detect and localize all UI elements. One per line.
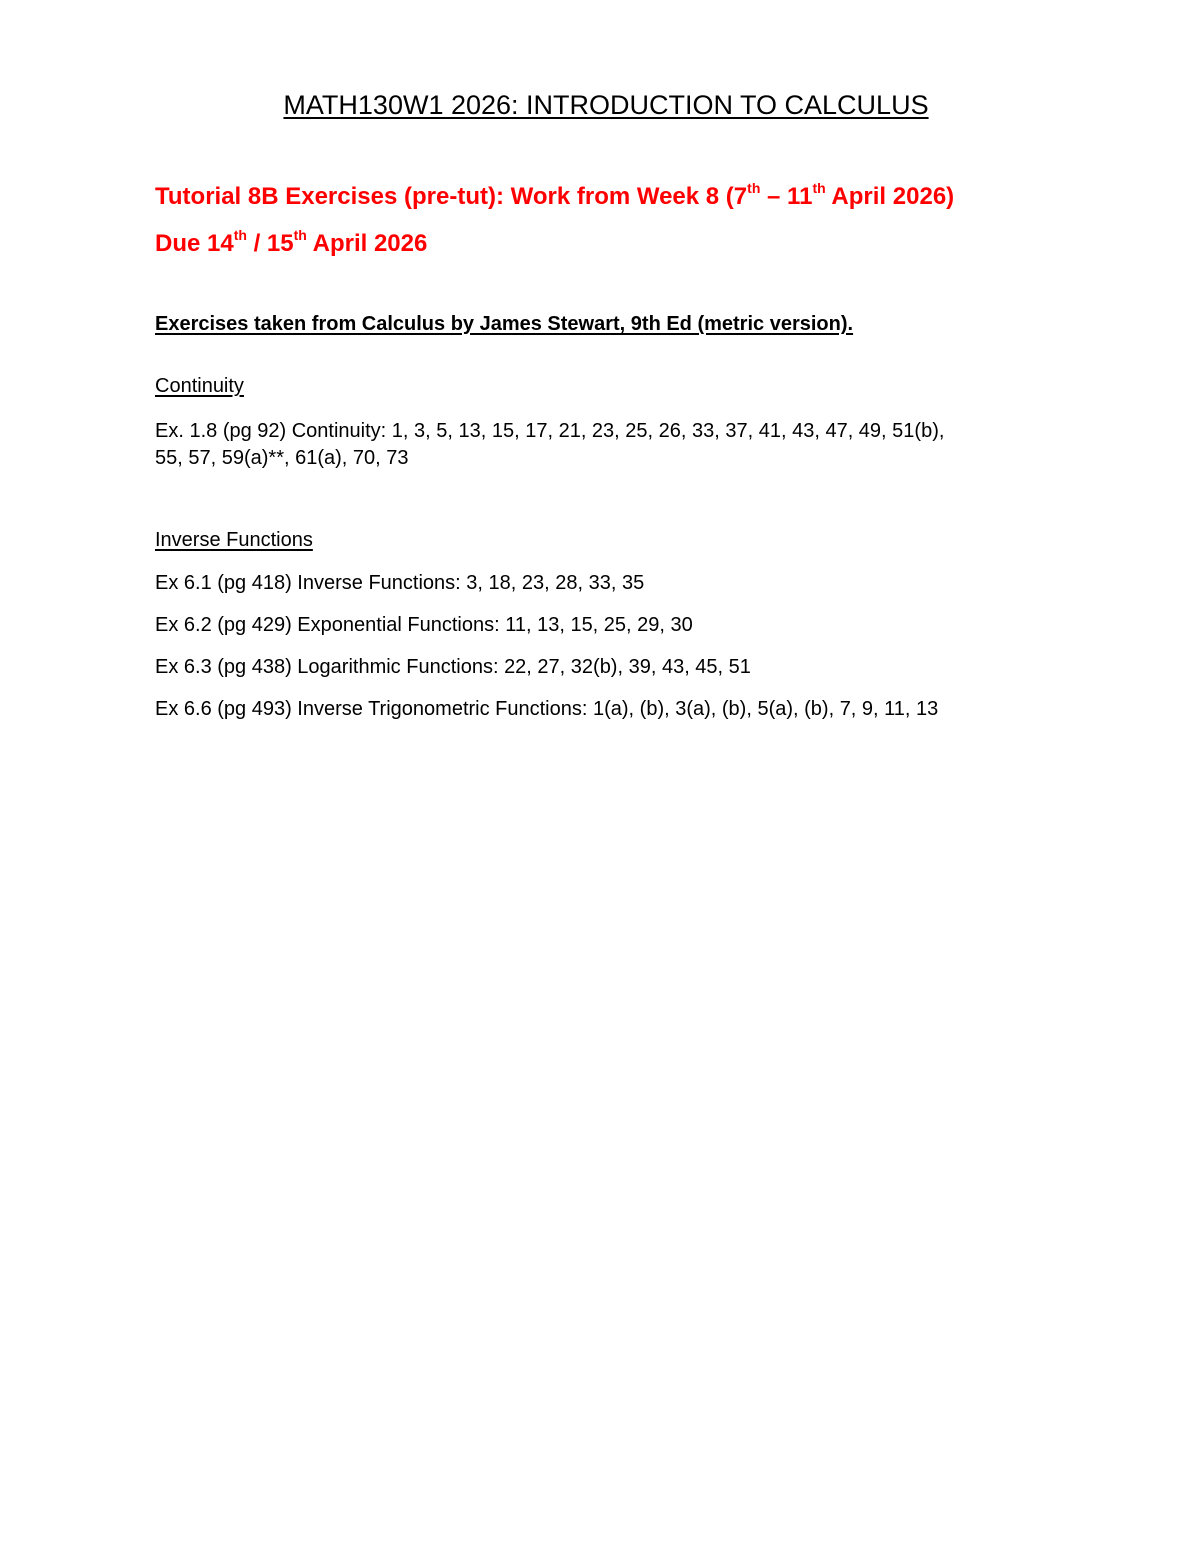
section-heading-inverse-functions: Inverse Functions	[155, 529, 313, 551]
due-date-text: / 15	[246, 230, 294, 257]
exercise-line: Ex 6.3 (pg 438) Logarithmic Functions: 22, 27, 32(b), 39, 43, 45, 51	[155, 656, 751, 678]
due-date-text: April 2026	[306, 230, 428, 257]
due-date-text: Due 14	[155, 230, 234, 257]
tutorial-heading	[155, 180, 955, 211]
tutorial-heading-text: April 2026)	[825, 183, 955, 210]
section-heading-continuity: Continuity	[155, 375, 244, 397]
due-date-heading	[155, 227, 428, 258]
exercise-line: 55, 57, 59(a)**, 61(a), 70, 73	[155, 447, 409, 469]
exercise-line: Ex 6.1 (pg 418) Inverse Functions: 3, 18, 23, 28, 33, 35	[155, 572, 645, 594]
exercise-line: Ex 6.6 (pg 493) Inverse Trigonometric Functions: 1(a), (b), 3(a), (b), 5(a), (b), 7, 9, 11, 13	[155, 698, 939, 720]
superscript-ordinal: th	[293, 227, 307, 243]
superscript-ordinal: th	[233, 227, 247, 243]
document-title: MATH130W1 2026: INTRODUCTION TO CALCULUS	[283, 90, 929, 120]
tutorial-heading-text: Tutorial 8B Exercises (pre-tut): Work from Week 8 (7	[155, 183, 748, 210]
tutorial-heading-text: – 11	[760, 183, 813, 210]
exercise-line: Ex 6.2 (pg 429) Exponential Functions: 11, 13, 15, 25, 29, 30	[155, 614, 693, 636]
superscript-ordinal: th	[747, 180, 761, 196]
exercise-line: Ex. 1.8 (pg 92) Continuity: 1, 3, 5, 13, 15, 17, 21, 23, 25, 26, 33, 37, 41, 43, 47, 49, 51(b),	[155, 420, 945, 442]
source-note: Exercises taken from Calculus by James Stewart, 9th Ed (metric version).	[155, 313, 854, 335]
superscript-ordinal: th	[812, 180, 826, 196]
